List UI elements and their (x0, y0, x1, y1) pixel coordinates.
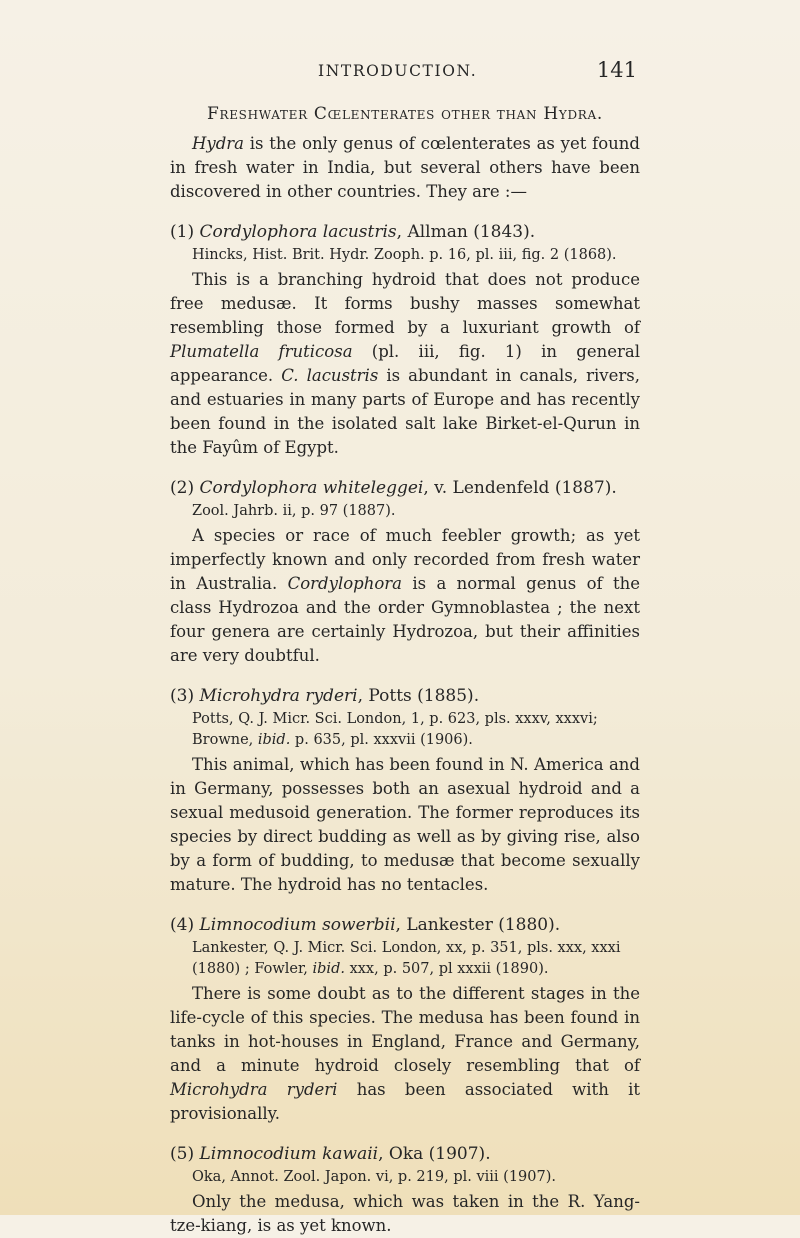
reference-text: Lankester, Q. J. Micr. Sci. London, xx, p. 351, pls. xxx, xxxi (1880) ; Fowler, (192, 940, 621, 977)
reference-text: Oka, Annot. Zool. Japon. vi, p. 219, pl. viii (1907). (192, 1169, 556, 1185)
species-name: Microhydra ryderi (199, 686, 358, 706)
description-text: is abundant in canals, rivers, and estuaries in many parts of Europe and has recently been found in the isolated salt lake Birket-el-Qurun in the Fayûm of Egypt. (170, 366, 640, 457)
species-description (170, 753, 640, 897)
species-number: (5) (170, 1144, 195, 1164)
page-body (170, 102, 640, 1238)
species-number: (1) (170, 222, 195, 242)
running-head-title: INTRODUCTION. (318, 62, 478, 80)
species-number: (4) (170, 915, 195, 935)
species-heading (170, 1142, 640, 1167)
species-description (170, 1190, 640, 1238)
species-reference (170, 938, 640, 980)
reference-text: xxx, p. 507, pl xxxii (1890). (344, 961, 549, 977)
description-text: has been associated with it provisionally. (170, 1080, 640, 1123)
species-authority: , Allman (1843). (396, 222, 536, 242)
species-entry-2 (170, 476, 640, 668)
section-heading: Freshwater Cœlenterates other than Hydra. (206, 104, 604, 124)
description-text: Only the medusa, which was taken in the R. Yang-tze-kiang, is as yet known. (170, 1192, 640, 1235)
species-authority: , Potts (1885). (357, 686, 480, 706)
reference-italic: ibid. (312, 961, 345, 977)
reference-text: Zool. Jahrb. ii, p. 97 (1887). (192, 503, 396, 519)
description-italic: Cordylophora (287, 574, 402, 593)
species-reference (170, 709, 640, 751)
species-description (170, 982, 640, 1126)
species-name: Limnocodium sowerbii (199, 915, 396, 935)
description-text: This animal, which has been found in N. America and in Germany, possesses both an asexual hydroid and a sexual medusoid generation. The former reproduces its species by direct budding as well as by giving rise, also by a form of budding, to medusæ that become sexually mature. The hydroid has no tentacles. (170, 755, 640, 894)
species-number: (3) (170, 686, 195, 706)
running-head (0, 60, 800, 86)
species-entry-1 (170, 220, 640, 460)
species-authority: , Lankester (1880). (395, 915, 561, 935)
species-heading (170, 476, 640, 501)
page-number: 141 (596, 58, 637, 82)
species-description (170, 268, 640, 460)
reference-text: p. 635, pl. xxxvii (1906). (290, 732, 473, 748)
description-italic: Plumatella fruticosa (170, 342, 353, 361)
species-heading (170, 913, 640, 938)
intro-genus: Hydra (192, 134, 244, 153)
species-reference (170, 1167, 640, 1188)
species-authority: , Oka (1907). (378, 1144, 491, 1164)
reference-text: Potts, Q. J. Micr. Sci. London, 1, p. 623, pls. xxxv, xxxvi; Browne, (192, 711, 598, 748)
species-heading (170, 684, 640, 709)
species-authority: , v. Lendenfeld (1887). (423, 478, 617, 498)
species-name: Cordylophora whiteleggei (199, 478, 424, 498)
reference-italic: ibid. (257, 732, 291, 748)
intro-text: is the only genus of cœlenterates as yet found in fresh water in India, but several others have been discovered in other countries. They are :— (170, 134, 640, 201)
species-heading (170, 220, 640, 245)
species-description (170, 524, 640, 668)
description-text: is a normal genus of the class Hydrozoa and the order Gymnoblastea ; the next four genera are certainly Hydrozoa, but their affinities are very doubtful. (170, 574, 640, 665)
description-italic: C. lacustris (281, 366, 379, 385)
description-text: This is a branching hydroid that does not produce free medusæ. It forms bushy masses somewhat resembling those formed by a luxuriant growth of (170, 270, 640, 337)
species-entry-5 (170, 1142, 640, 1238)
description-text: (pl. iii, fig. 1) in general appearance. (170, 342, 640, 385)
description-italic: Microhydra ryderi (170, 1080, 338, 1099)
description-text: There is some doubt as to the different stages in the life-cycle of this species. The medusa has been found in tanks in hot-houses in England, France and Germany, and a minute hydroid closely resembling that of (170, 984, 640, 1075)
description-text: A species or race of much feebler growth; as yet imperfectly known and only recorded from fresh water in Australia. (170, 526, 640, 593)
species-entry-4 (170, 913, 640, 1126)
species-reference (170, 501, 640, 522)
species-entry-3 (170, 684, 640, 897)
species-reference (170, 245, 640, 266)
intro-paragraph (170, 132, 640, 204)
species-number: (2) (170, 478, 195, 498)
reference-text: Hincks, Hist. Brit. Hydr. Zooph. p. 16, pl. iii, fig. 2 (1868). (192, 247, 617, 263)
species-name: Limnocodium kawaii (199, 1144, 379, 1164)
species-name: Cordylophora lacustris (199, 222, 397, 242)
